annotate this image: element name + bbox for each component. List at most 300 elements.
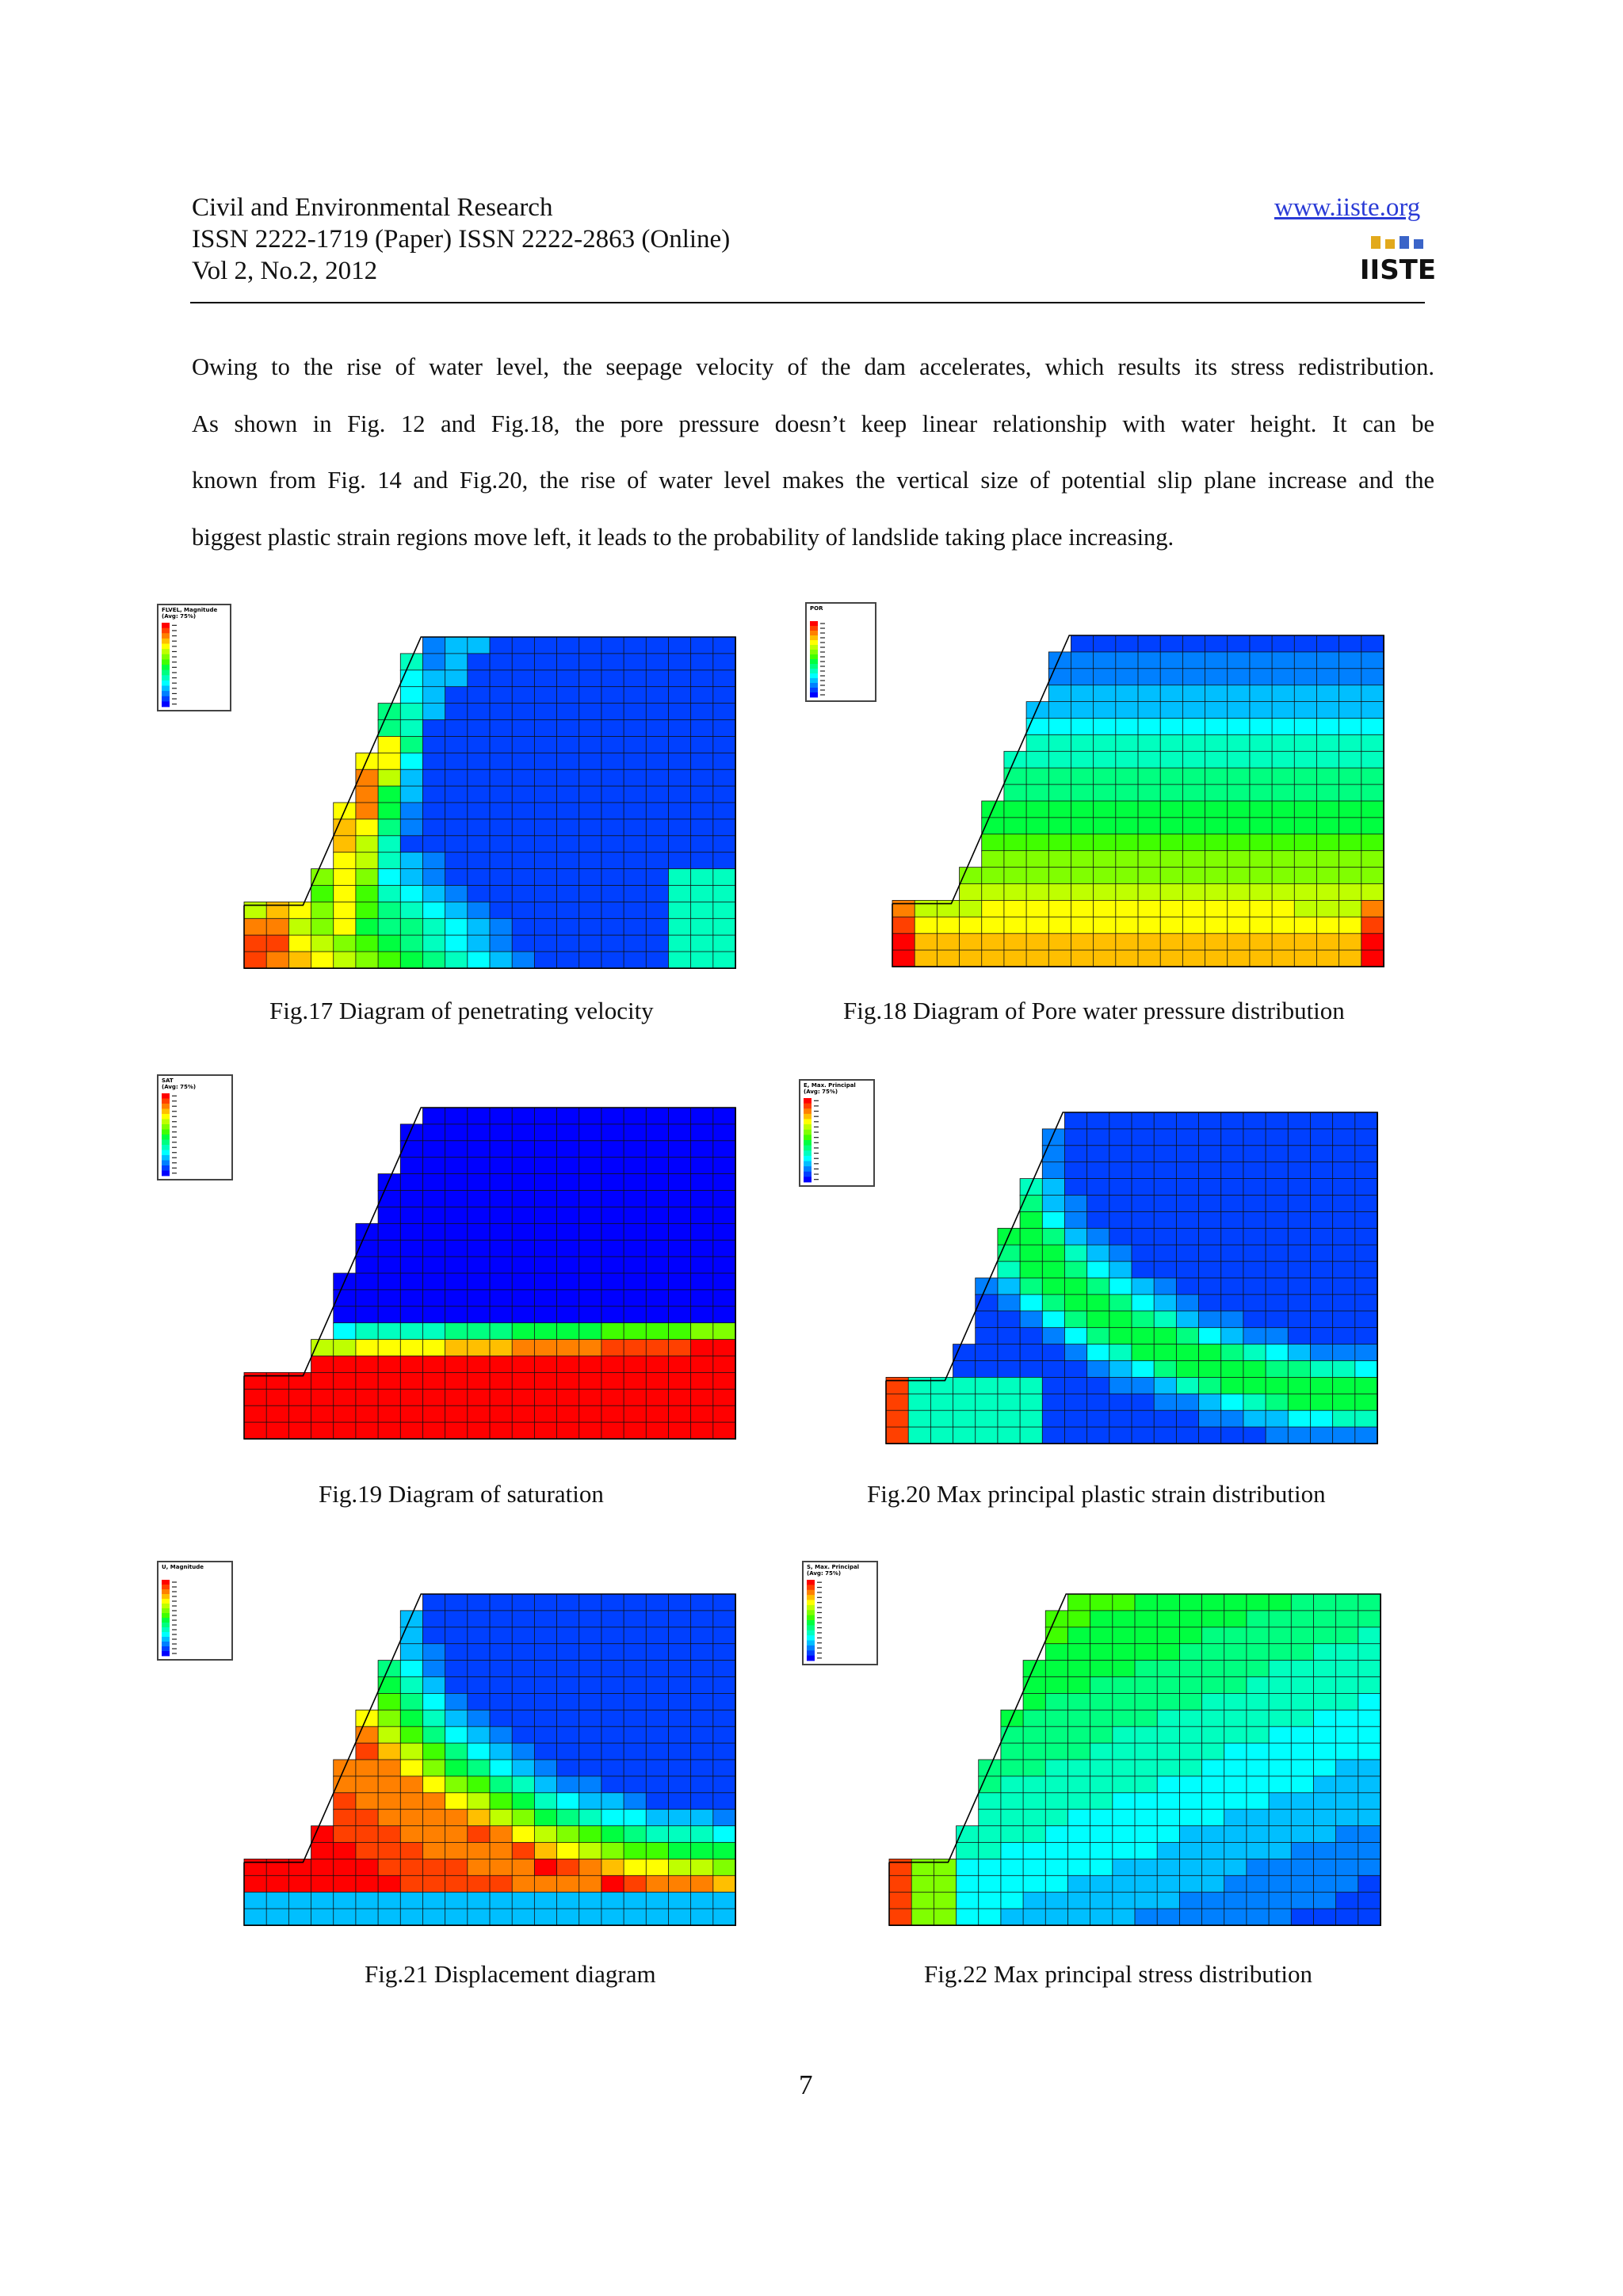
legend-tick [820, 670, 825, 671]
mesh-element [1087, 1196, 1110, 1213]
mesh-element [1116, 884, 1139, 902]
mesh-element [1361, 734, 1384, 752]
mesh-element [601, 1191, 624, 1208]
mesh-element [422, 1207, 445, 1224]
mesh-element [1221, 1112, 1244, 1130]
mesh-element [1288, 1261, 1311, 1279]
mesh-element [713, 1627, 736, 1645]
mesh-element [1291, 1859, 1314, 1876]
mesh-element [1269, 1793, 1292, 1810]
mesh-element [1090, 1892, 1113, 1909]
mesh-element [490, 1793, 513, 1810]
mesh-element [646, 1141, 669, 1158]
mesh-element [1090, 1594, 1113, 1611]
mesh-element [1294, 652, 1317, 669]
mesh-element [579, 1810, 602, 1827]
mesh-element [1004, 950, 1027, 967]
mesh-element [668, 637, 691, 654]
mesh-element [624, 1909, 647, 1926]
mesh-element [1221, 1328, 1244, 1345]
mesh-element [244, 1859, 267, 1876]
mesh-element [422, 1257, 445, 1274]
mesh-element [713, 935, 736, 952]
mesh-element [1243, 1278, 1266, 1295]
mesh-element [422, 1174, 445, 1192]
mesh-element [400, 786, 423, 803]
mesh-element [445, 1627, 468, 1645]
mesh-element [1020, 1261, 1043, 1279]
mesh-element [422, 852, 445, 870]
mesh-element [1291, 1843, 1314, 1860]
mesh-element [422, 736, 445, 753]
mesh-element [311, 869, 334, 887]
mesh-element [1269, 1611, 1292, 1627]
mesh-element [579, 1223, 602, 1241]
mesh-element [624, 786, 647, 803]
mesh-element [1182, 734, 1205, 752]
mesh-element [1247, 1644, 1270, 1661]
mesh-element [1048, 652, 1071, 669]
mesh-element [557, 935, 580, 952]
mesh-element [691, 918, 714, 936]
mesh-element [1228, 719, 1251, 736]
legend-tick [172, 651, 177, 652]
mesh-element [1087, 1427, 1110, 1444]
mesh-element [979, 1909, 1002, 1926]
mesh-element [512, 1340, 535, 1357]
mesh-element [1004, 818, 1027, 835]
mesh-element [490, 918, 513, 936]
mesh-element [1154, 1394, 1177, 1411]
mesh-element [579, 1290, 602, 1307]
mesh-element [624, 1627, 647, 1645]
mesh-element [668, 1760, 691, 1777]
mesh-element [1157, 1810, 1180, 1827]
mesh-element [1116, 868, 1139, 885]
legend-swatch [162, 1109, 170, 1115]
mesh-element [1087, 1112, 1110, 1130]
mesh-element [534, 1594, 557, 1611]
mesh-element [1020, 1228, 1043, 1245]
mesh-element [490, 1389, 513, 1406]
mesh-element [445, 1760, 468, 1777]
mesh-element [1199, 1410, 1222, 1428]
mesh-element [1067, 1726, 1090, 1744]
mesh-element [646, 1422, 669, 1440]
mesh-element [1048, 917, 1071, 934]
mesh-element [512, 918, 535, 936]
mesh-element [1176, 1278, 1199, 1295]
mesh-element [646, 704, 669, 721]
mesh-element [557, 1174, 580, 1192]
mesh-element [534, 1661, 557, 1678]
mesh-element [534, 1124, 557, 1142]
mesh-element [557, 1223, 580, 1241]
mesh-element [378, 1909, 401, 1926]
mesh-element [512, 1892, 535, 1909]
mesh-element [1004, 933, 1027, 951]
mesh-element [601, 852, 624, 870]
mesh-element [1291, 1810, 1314, 1827]
mesh-element [1113, 1843, 1136, 1860]
figure-20-plastic-strain [799, 1079, 1377, 1444]
mesh-element [1026, 933, 1049, 951]
mesh-element [1247, 1611, 1270, 1627]
mesh-element [668, 736, 691, 753]
mesh-element [601, 1273, 624, 1291]
mesh-element [601, 769, 624, 787]
legend-swatch [810, 678, 818, 683]
mesh-element [937, 900, 960, 917]
mesh-element [1333, 1146, 1356, 1163]
mesh-element [445, 786, 468, 803]
mesh-element [512, 952, 535, 969]
mesh-element [400, 1810, 423, 1827]
mesh-element [713, 1909, 736, 1926]
mesh-element [1020, 1361, 1043, 1379]
mesh-element [288, 918, 311, 936]
mesh-element [1358, 1760, 1381, 1777]
legend-tick [817, 1632, 822, 1633]
mesh-element [1221, 1261, 1244, 1279]
legend-swatch [810, 635, 818, 640]
mesh-element [1179, 1909, 1202, 1926]
mesh-element [1269, 1661, 1292, 1678]
mesh-element [1313, 1627, 1336, 1645]
mesh-element [1247, 1826, 1270, 1844]
mesh-element [1135, 1677, 1158, 1695]
mesh-element [601, 1141, 624, 1158]
mesh-element [1160, 734, 1183, 752]
mesh-element [1064, 1211, 1087, 1229]
mesh-element [668, 1141, 691, 1158]
mesh-element [1113, 1776, 1136, 1794]
mesh-element [624, 869, 647, 887]
mesh-element [400, 1158, 423, 1175]
mesh-element [646, 1158, 669, 1175]
mesh-element [288, 935, 311, 952]
mesh-element [1205, 900, 1228, 917]
mesh-element [1247, 1892, 1270, 1909]
mesh-element [1339, 719, 1362, 736]
mesh-element [1160, 933, 1183, 951]
mesh-element [400, 819, 423, 837]
mesh-element [668, 704, 691, 721]
mesh-element [490, 902, 513, 919]
legend-swatch [804, 1166, 812, 1172]
legend-swatch [162, 675, 170, 681]
figure-22-principal-stress [802, 1561, 1381, 1925]
mesh-element [998, 1228, 1021, 1245]
mesh-element [1243, 1361, 1266, 1379]
mesh-element [512, 1810, 535, 1827]
legend-tick [172, 1100, 177, 1101]
mesh-element [1176, 1129, 1199, 1146]
mesh-element [1250, 702, 1273, 719]
mesh-element [1316, 768, 1339, 785]
mesh-element [1288, 1162, 1311, 1180]
mesh-element [1135, 1843, 1158, 1860]
mesh-element [953, 1377, 976, 1394]
mesh-element [1064, 1146, 1087, 1163]
mesh-element [1179, 1760, 1202, 1777]
mesh-element [1228, 818, 1251, 835]
mesh-element [646, 1356, 669, 1374]
mesh-element [1355, 1179, 1378, 1196]
mesh-element [1339, 669, 1362, 686]
mesh-element [691, 1743, 714, 1760]
mesh-element [668, 1627, 691, 1645]
mesh-element [490, 1644, 513, 1661]
legend-swatch [162, 1135, 170, 1140]
mesh-element [557, 902, 580, 919]
mesh-element [624, 720, 647, 738]
mesh-element [1355, 1162, 1378, 1180]
mesh-element [1243, 1261, 1266, 1279]
mesh-element [1339, 884, 1362, 902]
mesh-element [422, 1389, 445, 1406]
mesh-element [1333, 1112, 1356, 1130]
mesh-element [422, 687, 445, 704]
mesh-element [490, 869, 513, 887]
mesh-element [1182, 851, 1205, 868]
mesh-element [557, 1207, 580, 1224]
mesh-element [601, 1372, 624, 1390]
mesh-element [422, 1693, 445, 1711]
mesh-element [1355, 1344, 1378, 1362]
mesh-element [1157, 1611, 1180, 1627]
mesh-element [557, 1843, 580, 1860]
mesh-element [1160, 635, 1183, 653]
mesh-element [646, 637, 669, 654]
mesh-element [445, 704, 468, 721]
mesh-element [1023, 1776, 1046, 1794]
mesh-element [1221, 1196, 1244, 1213]
mesh-element [579, 1594, 602, 1611]
legend-swatch [162, 1130, 170, 1135]
mesh-element [400, 704, 423, 721]
mesh-element [960, 917, 983, 934]
mesh-element [1090, 1826, 1113, 1844]
mesh-element [1247, 1810, 1270, 1827]
mesh-element [691, 1372, 714, 1390]
mesh-element [422, 886, 445, 903]
mesh-element [579, 1257, 602, 1274]
mesh-element [468, 1207, 491, 1224]
mesh-element [1094, 851, 1117, 868]
mesh-element [1333, 1361, 1356, 1379]
mesh-element [1026, 900, 1049, 917]
mesh-element [1291, 1644, 1314, 1661]
mesh-element [1138, 768, 1161, 785]
mesh-element [1109, 1112, 1132, 1130]
mesh-element [1064, 1344, 1087, 1362]
legend-swatch [162, 1124, 170, 1130]
mesh-element [691, 1207, 714, 1224]
mesh-element [1272, 751, 1295, 769]
mesh-element [1067, 1677, 1090, 1695]
mesh-element [1221, 1361, 1244, 1379]
mesh-element [1339, 933, 1362, 951]
mesh-element [1250, 933, 1273, 951]
mesh-element [1333, 1328, 1356, 1345]
mesh-element [691, 1677, 714, 1695]
mesh-element [668, 1892, 691, 1909]
mesh-element [468, 1108, 491, 1125]
mesh-element [624, 886, 647, 903]
legend-tick [172, 1629, 177, 1630]
mesh-element [1361, 635, 1384, 653]
mesh-element [534, 869, 557, 887]
mesh-element [1336, 1677, 1359, 1695]
website-link[interactable]: www.iiste.org [1274, 193, 1421, 222]
mesh-element [445, 1859, 468, 1876]
mesh-element [1291, 1760, 1314, 1777]
mesh-element [691, 1661, 714, 1678]
mesh-element [1288, 1410, 1311, 1428]
legend-swatch [807, 1630, 815, 1636]
legend-tick [814, 1153, 819, 1154]
legend-swatch [162, 1637, 170, 1642]
mesh-element [512, 1726, 535, 1744]
mesh-element [1361, 884, 1384, 902]
mesh-element [691, 1223, 714, 1241]
mesh-element [356, 1892, 379, 1909]
mesh-element [244, 902, 267, 919]
mesh-element [422, 753, 445, 770]
mesh-element [713, 720, 736, 738]
mesh-element [534, 1726, 557, 1744]
mesh-element [534, 1405, 557, 1423]
mesh-element [1205, 933, 1228, 951]
mesh-element [445, 1306, 468, 1324]
mesh-element [1157, 1793, 1180, 1810]
mesh-element [579, 1843, 602, 1860]
mesh-element [1250, 685, 1273, 703]
mesh-element [957, 1843, 980, 1860]
legend-tick [820, 651, 825, 652]
mesh-element [1310, 1278, 1333, 1295]
legend-color-bar [807, 1580, 823, 1664]
mesh-element [445, 1810, 468, 1827]
mesh-element [1154, 1427, 1177, 1444]
mesh-element [468, 1693, 491, 1711]
mesh-element [1179, 1810, 1202, 1827]
mesh-element [1179, 1859, 1202, 1876]
mesh-element [713, 1340, 736, 1357]
mesh-element [1333, 1410, 1356, 1428]
mesh-element [691, 687, 714, 704]
mesh-element [1221, 1311, 1244, 1329]
mesh-element [1090, 1760, 1113, 1777]
mesh-element [534, 1677, 557, 1695]
mesh-element [445, 1223, 468, 1241]
mesh-element [1243, 1394, 1266, 1411]
mesh-element [1355, 1112, 1378, 1130]
mesh-element [646, 819, 669, 837]
mesh-element [400, 1405, 423, 1423]
mesh-element [1020, 1278, 1043, 1295]
mesh-element [1045, 1677, 1068, 1695]
mesh-element [1288, 1427, 1311, 1444]
legend-swatch [162, 649, 170, 654]
mesh-element [1109, 1196, 1132, 1213]
mesh-element [468, 836, 491, 853]
mesh-element [579, 1372, 602, 1390]
mesh-element [356, 1810, 379, 1827]
mesh-element [713, 769, 736, 787]
mesh-element [1154, 1211, 1177, 1229]
mesh-element [1001, 1760, 1024, 1777]
mesh-element [534, 1273, 557, 1291]
mesh-element [624, 1372, 647, 1390]
mesh-element [601, 1627, 624, 1645]
mesh-element [1179, 1892, 1202, 1909]
mesh-element [1113, 1726, 1136, 1744]
mesh-element [288, 902, 311, 919]
mesh-element [601, 1257, 624, 1274]
legend-tick [172, 1605, 177, 1606]
legend-tick [814, 1116, 819, 1117]
mesh-element [601, 1611, 624, 1627]
mesh-element [1310, 1377, 1333, 1394]
mesh-element [468, 1223, 491, 1241]
mesh-element [1001, 1793, 1024, 1810]
mesh-element [1132, 1394, 1155, 1411]
mesh-element [691, 1693, 714, 1711]
mesh-element [1132, 1311, 1155, 1329]
mesh-element [1288, 1179, 1311, 1196]
mesh-element [960, 933, 983, 951]
mesh-element [400, 1677, 423, 1695]
mesh-element [422, 1422, 445, 1440]
mesh-element [1116, 818, 1139, 835]
mesh-element [445, 1909, 468, 1926]
mesh-element [468, 1760, 491, 1777]
mesh-element [334, 1843, 357, 1860]
mesh-element [668, 952, 691, 969]
mesh-element [624, 1240, 647, 1257]
mesh-element [400, 1174, 423, 1192]
mesh-element [982, 868, 1005, 885]
mesh-element [557, 1810, 580, 1827]
mesh-element [1113, 1661, 1136, 1678]
mesh-element [400, 1693, 423, 1711]
mesh-element [1224, 1594, 1247, 1611]
mesh-element [1243, 1146, 1266, 1163]
mesh-element [1071, 685, 1094, 703]
mesh-element [244, 1405, 267, 1423]
mesh-element [1288, 1278, 1311, 1295]
mesh-element [1205, 635, 1228, 653]
mesh-element [422, 1644, 445, 1661]
mesh-element [646, 1207, 669, 1224]
mesh-element [534, 1760, 557, 1777]
mesh-element [1247, 1710, 1270, 1727]
mesh-element [490, 1776, 513, 1794]
mesh-element [356, 1422, 379, 1440]
mesh-element [1333, 1228, 1356, 1245]
mesh-element [1113, 1826, 1136, 1844]
mesh-element [646, 1810, 669, 1827]
mesh-element [1310, 1179, 1333, 1196]
mesh-element [713, 918, 736, 936]
mesh-element [646, 1290, 669, 1307]
mesh-element [266, 1875, 289, 1893]
mesh-element [334, 1340, 357, 1357]
mesh-element [957, 1892, 980, 1909]
mesh-element [579, 1710, 602, 1727]
